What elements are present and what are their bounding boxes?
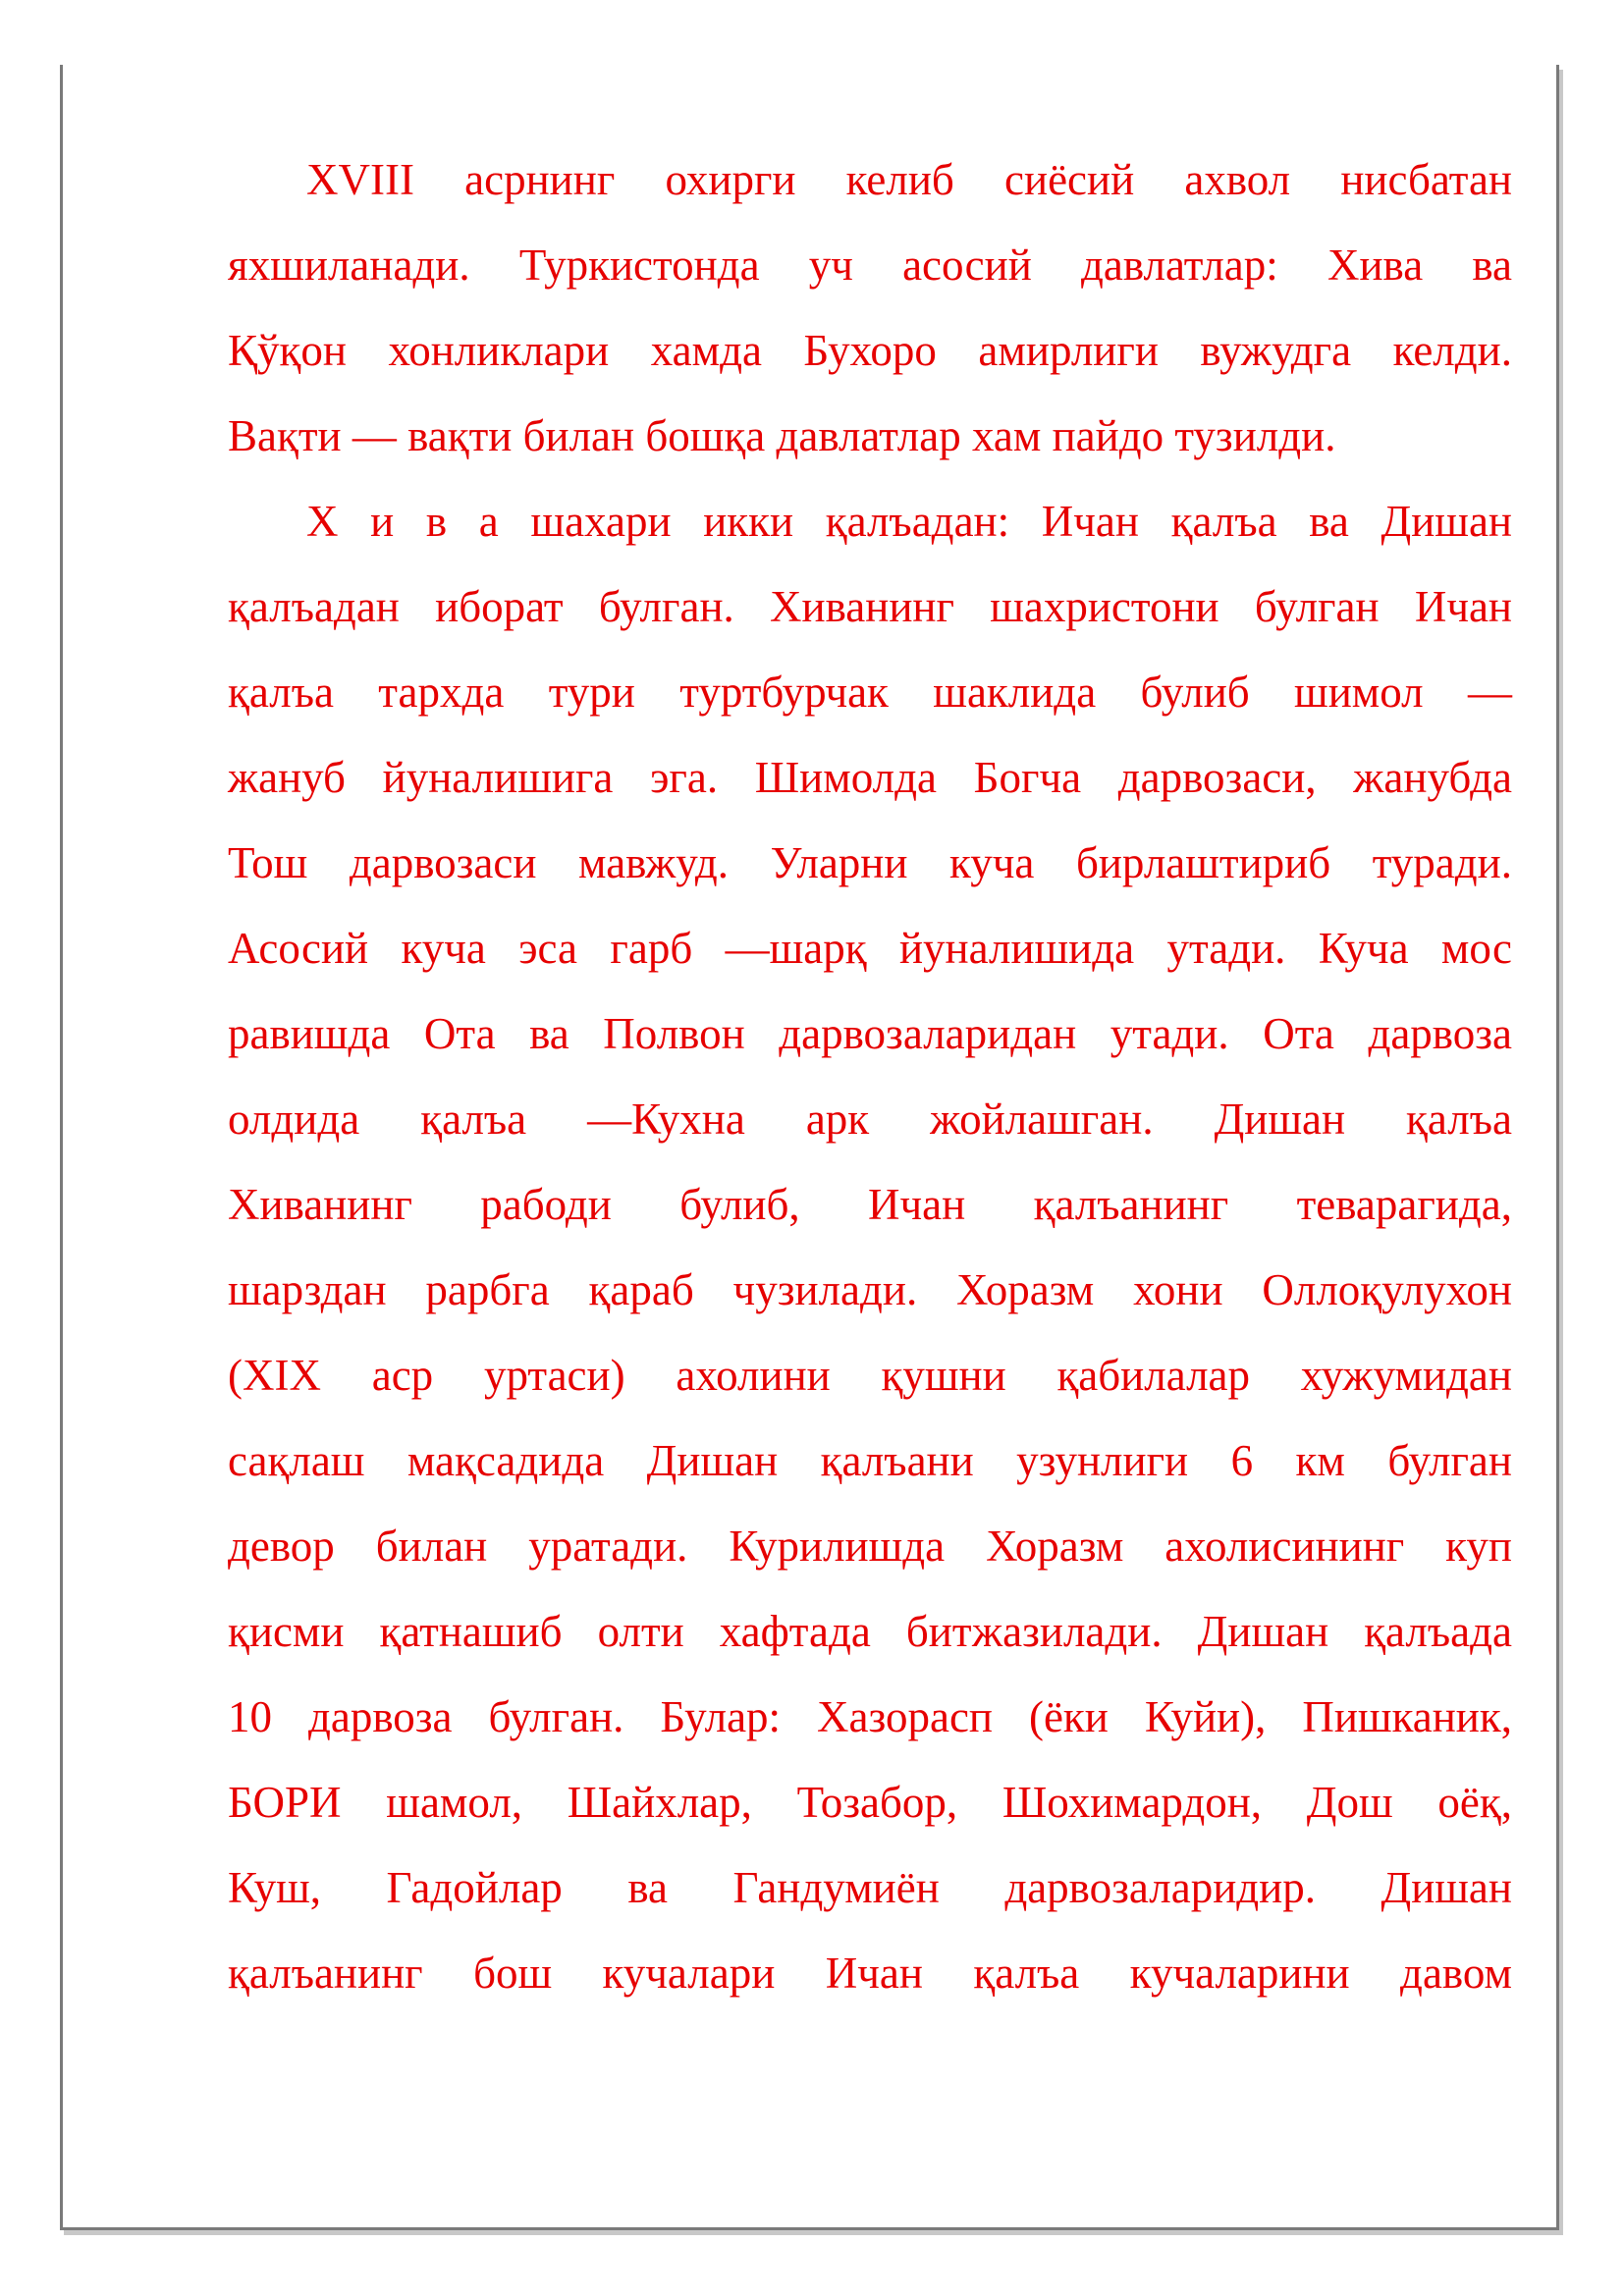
text-line: Х и в а шахари икки қалъадан: Ичан қалъа ва Дишан xyxy=(306,497,1512,546)
text-line: шарздан рарбга қараб чузилади. Хоразм хони Оллоқулухон xyxy=(228,1265,1512,1314)
text-line: девор билан уратади. Курилишда Хоразм ахолисининг куп xyxy=(228,1522,1512,1571)
text-line: Тош дарвозаси мавжуд. Уларни куча бирлаштириб туради. xyxy=(228,838,1512,887)
text-line: Вақти — вақти билан бошқа давлатлар хам пайдо тузилди. xyxy=(228,411,1336,460)
text-line: сақлаш мақсадида Дишан қалъани узунлиги 6 км булган xyxy=(228,1436,1512,1485)
paragraph-1 xyxy=(228,137,1512,479)
text-line: олдида қалъа —Кухна арк жойлашган. Дишан қалъа xyxy=(228,1095,1512,1144)
text-line: яхшиланади. Туркистонда уч асосий давлатлар: Хива ва xyxy=(228,240,1512,290)
document-body xyxy=(228,137,1512,2016)
text-line: қалъадан иборат булган. Хиванинг шахристони булган Ичан xyxy=(228,582,1512,631)
text-line: равишда Ота ва Полвон дарвозаларидан утади. Ота дарвоза xyxy=(228,1009,1512,1058)
text-line: Асосий куча эса гарб —шарқ йуналишида утади. Куча мос xyxy=(228,924,1512,973)
text-line: Қўқон хонликлари хамда Бухоро амирлиги вужудга келди. xyxy=(228,326,1512,375)
text-line: XVIII асрнинг охирги келиб сиёсий ахвол нисбатан xyxy=(306,155,1512,204)
text-line: қисми қатнашиб олти хафтада битжазилади. Дишан қалъада xyxy=(228,1607,1512,1656)
paragraph-2 xyxy=(228,479,1512,2016)
text-line: 10 дарвоза булган. Булар: Хазорасп (ёки Куйи), Пишканик, xyxy=(228,1692,1512,1741)
text-line: қалъа тархда тури туртбурчак шаклида булиб шимол — xyxy=(228,667,1512,717)
text-line: жануб йуналишига эга. Шимолда Богча дарвозаси, жанубда xyxy=(228,753,1512,802)
text-line: Хиванинг рабоди булиб, Ичан қалъанинг теварагида, xyxy=(228,1180,1512,1229)
text-line: БОРИ шамол, Шайхлар, Тозабор, Шохимардон, Дош оёқ, xyxy=(228,1778,1512,1827)
text-line: Куш, Гадойлар ва Гандумиён дарвозаларидир. Дишан xyxy=(228,1863,1512,1912)
text-line: (XIX аср уртаси) ахолини қушни қабилалар хужумидан xyxy=(228,1351,1512,1400)
text-line: қалъанинг бош кучалари Ичан қалъа кучаларини давом xyxy=(228,1949,1512,1998)
